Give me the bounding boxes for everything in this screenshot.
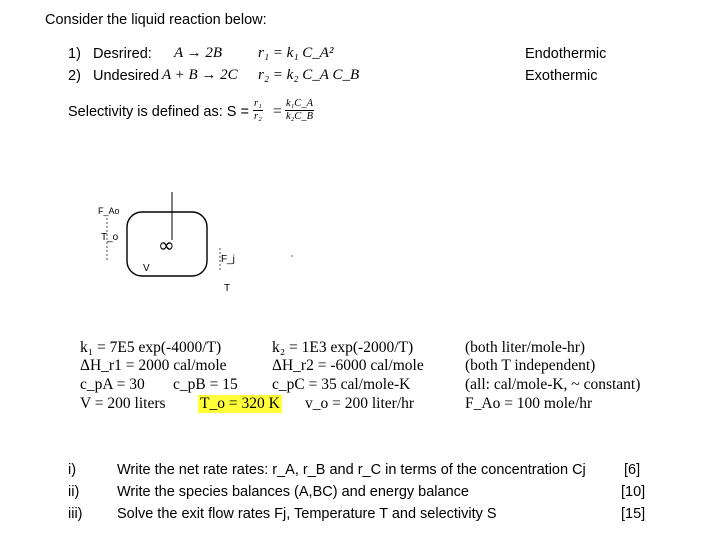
outlet-flow-label: F_j [221,254,235,265]
fraction-numerator: r₁ [254,98,262,109]
equals-sign: = [273,103,282,120]
reaction-equation: A → 2B [174,45,223,61]
cpb-value: c_pB = 15 [173,376,238,393]
fraction-numerator: k₁C_A [286,98,313,109]
stray-dot [291,255,293,257]
volumetric-flow-value: v_o = 200 liter/hr [305,395,415,412]
question-text: Solve the exit flow rates Fj, Temperature T and selectivity S [117,506,497,522]
dh2-value: ΔH_r2 = -6000 cal/mole [272,357,424,374]
inlet-temperature-value: T_o = 320 K [200,395,280,412]
selectivity-fraction-k [285,98,314,123]
selectivity-fraction-rates [253,98,263,123]
inlet-flow-label: F_Ao [98,206,120,216]
inlet-molar-flow-value: F_Ao = 100 mole/hr [465,395,593,412]
outlet-temp-label: T [224,283,231,294]
dh1-value: ΔH_r1 = 2000 cal/mole [80,357,227,374]
question-number: ii) [68,484,80,500]
question-number: iii) [68,506,83,522]
k-units-note: (both liter/mole-hr) [465,339,586,356]
cp-units-note: (all: cal/mole-K, ~ constant) [465,376,641,393]
thermo-type: Endothermic [525,46,607,62]
reaction-label: Desrired: [93,46,152,62]
volume-value: V = 200 liters [80,395,166,412]
question-points: [6] [624,462,641,478]
problem-heading: Consider the liquid reaction below: [45,12,267,28]
reaction-number: 1) [68,46,81,62]
reactor-vessel [127,212,207,276]
stirrer-icon: ∞ [158,233,175,257]
fraction-denominator: r₂ [254,111,262,122]
cpa-value: c_pA = 30 [80,376,145,393]
k1-expression: k₁ = 7E5 exp(-4000/T) [80,339,222,356]
rate-law: r₂ = k₂ C_A C_B [258,67,360,83]
question-number: i) [68,462,77,478]
dh-units-note: (both T independent) [465,357,596,374]
volume-label: V [143,263,150,274]
thermo-type: Exothermic [525,68,598,84]
fraction-denominator: k₂C_B [286,111,313,122]
question-text: Write the net rate rates: r_A, r_B and r_C in terms of the concentration Cj [117,462,586,478]
reaction-label: Undesired [93,68,160,84]
question-points: [15] [621,506,646,522]
selectivity-label: Selectivity is defined as: S = [68,104,249,120]
rate-law: r₁ = k₁ C_A² [258,45,334,61]
cpc-value: c_pC = 35 cal/mole-K [272,376,411,393]
question-points: [10] [621,484,646,500]
k2-expression: k₂ = 1E3 exp(-2000/T) [272,339,414,356]
reaction-number: 2) [68,68,81,84]
reaction-equation: A + B → 2C [162,67,238,83]
question-text: Write the species balances (A,BC) and energy balance [117,484,469,500]
inlet-temp-label: T_o [101,232,119,243]
